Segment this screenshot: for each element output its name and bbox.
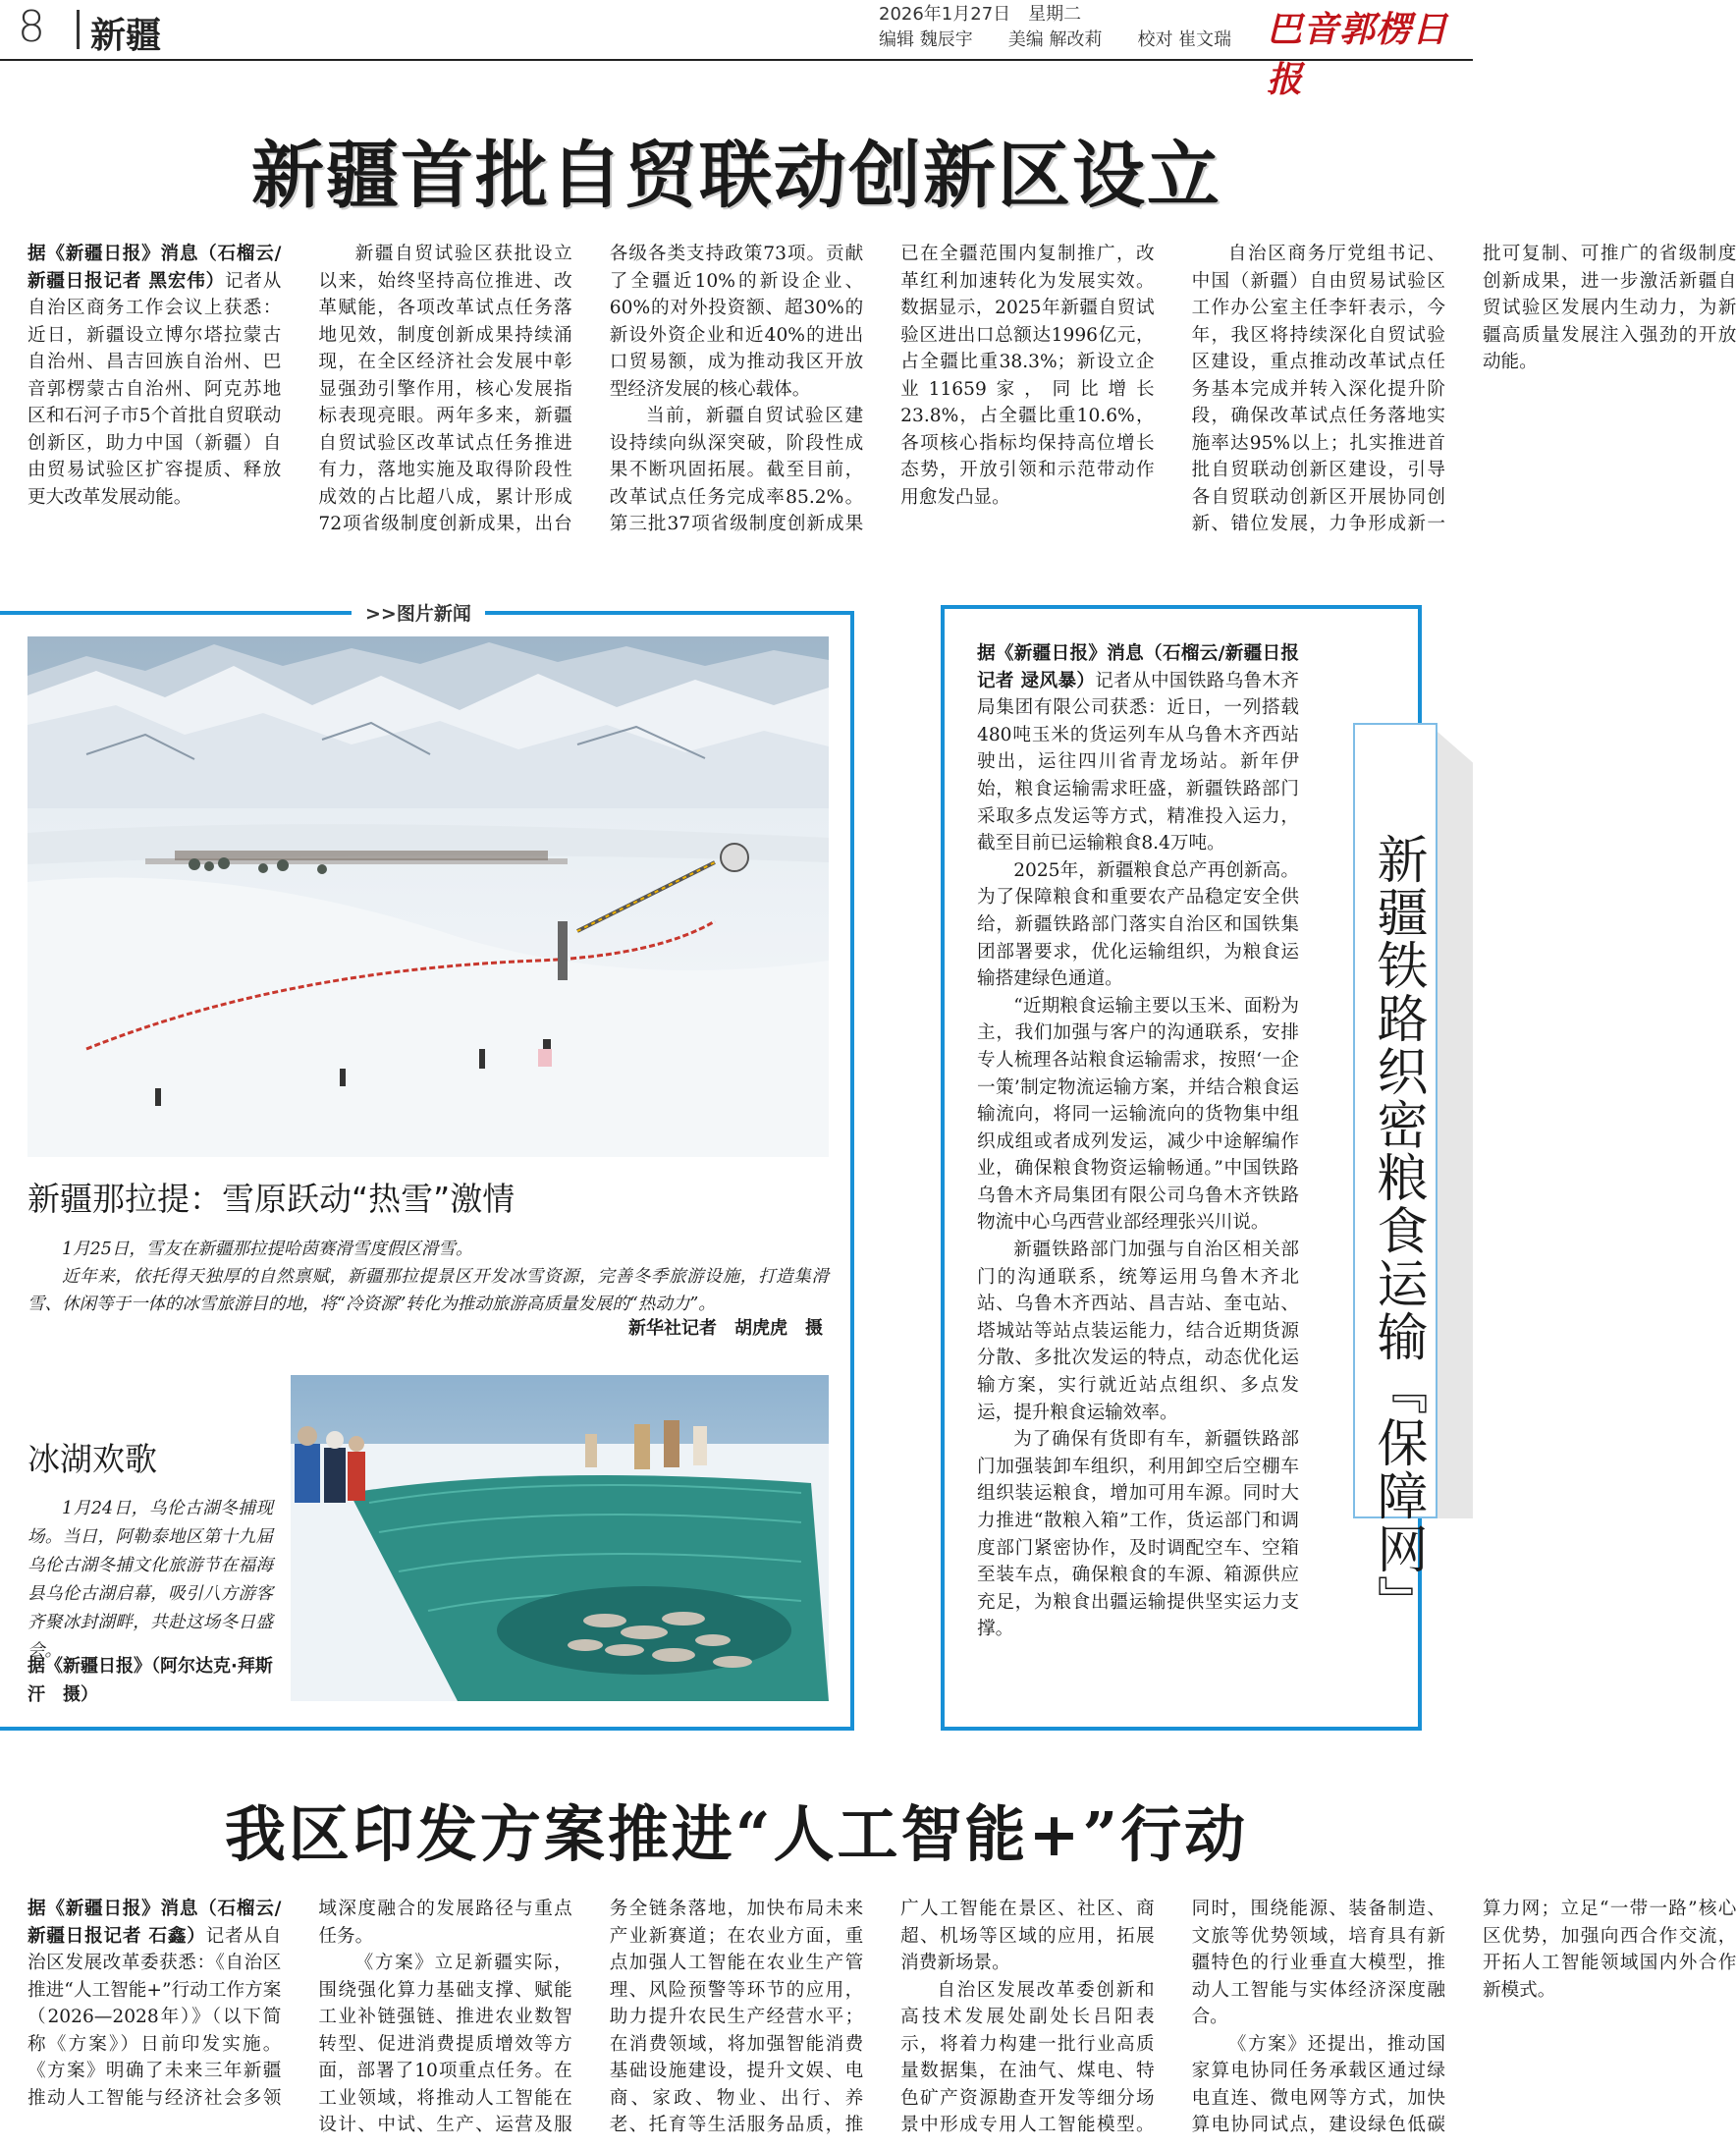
photo2-title: 冰湖欢歌 (27, 1440, 157, 1478)
article3-paragraph-3: 自治区发展改革委创新和高技术发展处副处长吕阳表示，将着力构建一批行业高质量数据集，在油气、煤电、特色矿产资源勘查开发等细分场景中形成专用人工智能模型。同时，围绕能源、装备制造、文旅等优势领域，培育具有新疆特色的行业垂直大模型，推动人工智能与实体经济深度融合。 (900, 1899, 1445, 2135)
article1-source: 据《新疆日报》消息（石榴云/新疆日报记者 黑宏伟） (27, 244, 282, 292)
article3-paragraph-2: 《方案》立足新疆实际，围绕强化算力基础支撑、赋能工业补链强链、推进农业数智转型、促进消费提质增效等方面，部署了10项重点任务。在工业领域，将推动人工智能在设计、中试、生产、运营及服务全链条落地，加快布局未来产业新赛道；在农业方面，重点加强人工智能在农业生产管理、风险预警等环节的应用，助力提升农民生产经营水平；在消费领域，将加强智能消费基础设施建设，提升文娱、电商、家政、物业、出行、养老、托育等生活服务品质，推广人工智能在景区、社区、商超、机场等区域的应用，拓展消费新场景。 (318, 1899, 1155, 2135)
railway-paragraph-5: 为了确保有货即有车，新疆铁路部门加强装卸车组织，利用卸空后空棚车组织装运粮食，增加可用车源。同时大力推进“散粮入箱”工作，货运部门和调度部门紧密协作，及时调配空车、空箱至装车点，确保粮食的车源、箱源供应充足，为粮食出疆运输提供坚实运力支撑。 (977, 1429, 1299, 1640)
railway-article-source: 据《新疆日报》消息（石榴云/新疆日报记者 逯风暴） (977, 643, 1299, 691)
article1-paragraph-4: 自治区商务厅党组书记、中国（新疆）自由贸易试验区工作办公室主任李轩表示，今年，我区将持续深化自贸试验区建设，重点推动改革试点任务基本完成并转入深化提升阶段，确保改革试点任务落地实施率达95%以上；扎实推进首批自贸联动创新区建设，引导各自贸联动创新区开展协同创新、错位发展，力争形成新一批可复制、可推广的省级制度创新成果，进一步激活新疆自贸试验区发展内生动力，为新疆高质量发展注入强劲的开放动能。 (1191, 244, 1736, 534)
article1-headline: 新疆首批自贸联动创新区设立 (251, 134, 1221, 218)
article3-paragraph-1: 记者从自治区发展改革委获悉：《自治区推进“人工智能+”行动工作方案（2026—2028年）》（以下简称《方案》）日前印发实施。《方案》明确了未来三年新疆推动人工智能与经济社会多领域深度融合的发展路径与重点任务。 (27, 1899, 572, 2109)
article1-col-1 (0, 241, 1736, 543)
photo1-caption (27, 1236, 829, 1318)
photo2-caption (27, 1495, 273, 1666)
issue-date: 2026年1月27日 星期二 (879, 4, 1082, 25)
article1-paragraph-1: 记者从自治区商务工作会议上获悉：近日，新疆设立博尔塔拉蒙古自治州、昌吉回族自治州、巴音郭楞蒙古自治州、阿克苏地区和石河子市5个首批自贸联动创新区，助力中国（新疆）自由贸易试验区扩容提质、释放更大改革发展动能。 (27, 270, 282, 508)
railway-article-body (977, 640, 1299, 1643)
railway-paragraph-2: 2025年，新疆粮食总产再创新高。为了保障粮食和重要农产品稳定安全供给，新疆铁路部门落实自治区和国铁集团部署要求，优化运输组织，为粮食运输搭建绿色通道。 (977, 859, 1299, 990)
ski-resort-image (27, 636, 829, 1157)
article1-lead (27, 241, 281, 511)
photo1-caption-line-2: 近年来，依托得天独厚的自然禀赋，新疆那拉提景区开发冰雪资源，完善冬季旅游设施，打造集滑雪、休闲等于一体的冰雪旅游目的地，将“冷资源”转化为推动旅游高质量发展的“热动力”。 (27, 1267, 829, 1314)
article3-source: 据《新疆日报》消息（石榴云/新疆日报记者 石鑫） (27, 1899, 282, 1947)
photo1-caption-line-1: 1月25日，雪友在新疆那拉提哈茵赛滑雪度假区滑雪。 (62, 1240, 473, 1259)
railway-paragraph-1: 记者从中国铁路乌鲁木齐局集团有限公司获悉：近日，一列搭载480吨玉米的货运列车从乌鲁木齐西站驶出，运往四川省青龙场站。新年伊始，粮食运输需求旺盛，新疆铁路部门采取多点发运等方式，精准投入运力，截至目前已运输粮食8.4万吨。 (977, 670, 1299, 854)
editorial-staff: 编辑 魏辰宇 美编 解改莉 校对 崔文瑞 (879, 29, 1232, 50)
photo-news-tag: >>图片新闻 (352, 599, 485, 626)
photo1-title: 新疆那拉提：雪原跃动“热雪”激情 (27, 1180, 515, 1218)
article1-paragraph-3: 当前，新疆自贸试验区建设持续向纵深突破，阶段性成果不断巩固拓展。截至目前，改革试点任务完成率85.2%。第三批37项省级制度创新成果已在全疆范围内复制推广，改革红利加速转化为发展实效。数据显示，2025年新疆自贸试验区进出口总额达1996亿元，占全疆比重38.3%；新设立企业11659家，同比增长23.8%，占全疆比重10.6%，各项核心指标均保持高位增长态势，开放引领和示范带动作用愈发凸显。 (609, 244, 1155, 534)
article3-paragraph-4: 《方案》还提出，推动国家算电协同任务承载区通过绿电直连、微电网等方式，加快算电协同试点，建设绿色低碳算力网；立足“一带一路”核心区优势，加强向西合作交流，开拓人工智能领域国内外合作新模式。 (1191, 1899, 1736, 2135)
ice-fishing-photo (291, 1375, 829, 1701)
railway-article-headline: 新疆铁路织密粮食运输『保障网』 (1368, 833, 1427, 1628)
railway-paragraph-3: “近期粮食运输主要以玉米、面粉为主，我们加强与客户的沟通联系，安排专人梳理各站粮食运输需求，按照‘一企一策’制定物流运输方案，并结合粮食运输流向，将同一运输流向的货物集中组织成组或者成列发运，减少中途解编作业，确保粮食物资运输畅通。”中国铁路乌鲁木齐局集团有限公司乌鲁木齐铁路物流中心乌西营业部经理张兴川说。 (977, 995, 1299, 1234)
photo2-credit: 据《新疆日报》（阿尔达克·拜斯汗 摄） (27, 1656, 273, 1705)
photo2-caption-text: 1月24日，乌伦古湖冬捕现场。当日，阿勒泰地区第十九届乌伦古湖冬捕文化旅游节在福海县乌伦古湖启幕，吸引八方游客齐聚冰封湖畔，共赴这场冬日盛会。 (27, 1499, 273, 1661)
article1-paragraph-2: 新疆自贸试验区获批设立以来，始终坚持高位推进、改革赋能，各项改革试点任务落地见效，制度创新成果持续涌现，在全区经济社会发展中彰显强劲引擎作用，核心发展指标表现亮眼。两年多来，新疆自贸试验区改革试点任务推进有力，落地实施及取得阶段性成效的占比超八成，累计形成72项省级制度创新成果，出台各级各类支持政策73项。贡献了全疆近10%的新设企业、60%的对外投资额、超30%的新设外资企业和近40%的进出口贸易额，成为推动我区开放型经济发展的核心载体。 (318, 244, 864, 534)
railway-article-lead (977, 640, 1299, 857)
railway-paragraph-4: 新疆铁路部门加强与自治区相关部门的沟通联系，统筹运用乌鲁木齐北站、乌鲁木齐西站、昌吉站、奎屯站、塔城站等站点装运能力，结合近期货源分散、多批次发运的特点，动态优化运输方案，实行就近站点组织、多点发运，提升粮食运输效率。 (977, 1240, 1299, 1423)
photo1-credit: 新华社记者 胡虎虎 摄 (628, 1318, 823, 1339)
article3-headline: 我区印发方案推进“人工智能+”行动 (224, 1798, 1249, 1870)
article3-body (0, 1896, 1736, 2149)
newspaper-logo: 巴音郭楞日报 (1267, 9, 1449, 100)
ski-resort-photo (27, 636, 829, 1157)
page-number: 8 (18, 2, 45, 52)
section-name: 新疆 (90, 16, 162, 56)
page-separator (77, 10, 80, 49)
masthead (0, 0, 1473, 100)
ice-fishing-image (291, 1375, 829, 1701)
